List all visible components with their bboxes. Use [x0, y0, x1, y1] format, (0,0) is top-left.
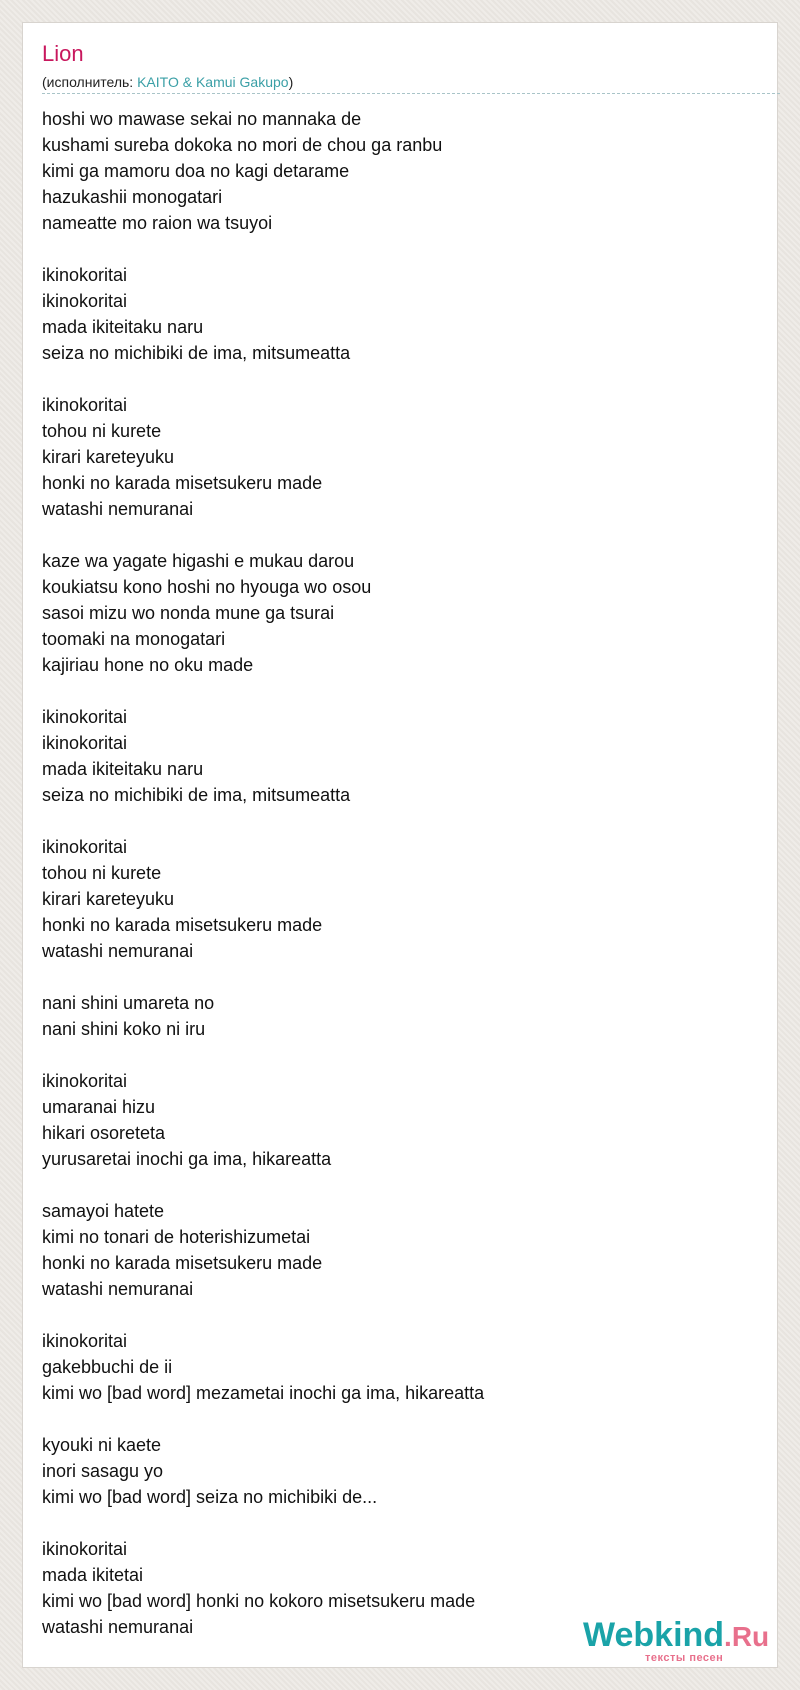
- title-divider: [42, 93, 780, 94]
- lyric-line: kajiriau hone no oku made: [42, 655, 254, 675]
- logo-main-text: Webkind: [583, 1616, 725, 1654]
- lyric-line: mada ikitetai: [42, 1565, 144, 1585]
- lyric-line: ikinokoritai: [42, 395, 128, 415]
- lyric-line: samayoi hatete: [42, 1201, 165, 1221]
- lyric-line: yurusaretai inochi ga ima, hikareatta: [42, 1149, 332, 1169]
- lyrics-stanza: [42, 548, 762, 678]
- lyric-line: watashi nemuranai: [42, 941, 194, 961]
- artist-link[interactable]: KAITO & Kamui Gakupo: [137, 74, 289, 90]
- lyric-line: kimi wo [bad word] honki no kokoro misetsukeru made: [42, 1591, 476, 1611]
- lyric-line: watashi nemuranai: [42, 1617, 194, 1637]
- lyric-line: kimi wo [bad word] mezametai inochi ga ima, hikareatta: [42, 1383, 485, 1403]
- lyric-line: watashi nemuranai: [42, 499, 194, 519]
- lyric-line: inori sasagu yo: [42, 1461, 164, 1481]
- lyric-line: ikinokoritai: [42, 707, 128, 727]
- lyric-line: tohou ni kurete: [42, 863, 162, 883]
- lyric-line: nani shini umareta no: [42, 993, 215, 1013]
- lyric-line: seiza no michibiki de ima, mitsumeatta: [42, 785, 351, 805]
- lyric-line: kirari kareteyuku: [42, 889, 175, 909]
- lyric-line: honki no karada misetsukeru made: [42, 473, 323, 493]
- lyrics-stanza: [42, 1068, 762, 1172]
- lyrics-stanza: [42, 990, 762, 1042]
- lyric-line: toomaki na monogatari: [42, 629, 226, 649]
- webkind-logo[interactable]: [583, 1618, 773, 1668]
- lyric-line: nani shini koko ni iru: [42, 1019, 206, 1039]
- lyrics-stanza: [42, 1432, 762, 1510]
- lyrics-stanza: [42, 1328, 762, 1406]
- lyrics-stanza: [42, 1198, 762, 1302]
- lyric-line: umaranai hizu: [42, 1097, 156, 1117]
- lyric-line: tohou ni kurete: [42, 421, 162, 441]
- lyric-line: kimi wo [bad word] seiza no michibiki de...: [42, 1487, 378, 1507]
- lyric-line: ikinokoritai: [42, 265, 128, 285]
- lyric-line: watashi nemuranai: [42, 1279, 194, 1299]
- artist-line: [42, 74, 293, 91]
- lyric-line: kirari kareteyuku: [42, 447, 175, 467]
- lyrics-body: [42, 106, 762, 1666]
- lyrics-stanza: [42, 106, 762, 236]
- lyrics-stanza: [42, 262, 762, 366]
- lyric-line: mada ikiteitaku naru: [42, 759, 204, 779]
- lyric-line: ikinokoritai: [42, 291, 128, 311]
- lyric-line: kimi ga mamoru doa no kagi detarame: [42, 161, 350, 181]
- lyric-line: ikinokoritai: [42, 1071, 128, 1091]
- artist-prefix: (исполнитель:: [42, 74, 138, 90]
- lyric-line: gakebbuchi de ii: [42, 1357, 173, 1377]
- lyric-line: kyouki ni kaete: [42, 1435, 162, 1455]
- lyric-line: mada ikiteitaku naru: [42, 317, 204, 337]
- lyric-line: kaze wa yagate higashi e mukau darou: [42, 551, 355, 571]
- lyric-line: honki no karada misetsukeru made: [42, 915, 323, 935]
- lyrics-stanza: [42, 704, 762, 808]
- lyric-line: ikinokoritai: [42, 1331, 128, 1351]
- lyrics-card: [22, 22, 778, 1668]
- logo-tld: .Ru: [724, 1621, 770, 1652]
- lyric-line: koukiatsu kono hoshi no hyouga wo osou: [42, 577, 372, 597]
- lyric-line: ikinokoritai: [42, 733, 128, 753]
- lyric-line: ikinokoritai: [42, 837, 128, 857]
- artist-suffix: ): [288, 74, 294, 90]
- logo-tagline: тексты песен: [645, 1652, 724, 1664]
- lyric-line: nameatte mo raion wa tsuyoi: [42, 213, 273, 233]
- lyric-line: kimi no tonari de hoterishizumetai: [42, 1227, 311, 1247]
- lyrics-stanza: [42, 392, 762, 522]
- lyric-line: honki no karada misetsukeru made: [42, 1253, 323, 1273]
- song-title: Lion: [42, 41, 84, 66]
- lyric-line: kushami sureba dokoka no mori de chou ga ranbu: [42, 135, 443, 155]
- lyric-line: hikari osoreteta: [42, 1123, 166, 1143]
- logo-wordmark: [583, 1618, 769, 1652]
- lyric-line: hazukashii monogatari: [42, 187, 223, 207]
- lyric-line: ikinokoritai: [42, 1539, 128, 1559]
- lyric-line: seiza no michibiki de ima, mitsumeatta: [42, 343, 351, 363]
- lyric-line: hoshi wo mawase sekai no mannaka de: [42, 109, 362, 129]
- lyrics-stanza: [42, 834, 762, 964]
- lyric-line: sasoi mizu wo nonda mune ga tsurai: [42, 603, 335, 623]
